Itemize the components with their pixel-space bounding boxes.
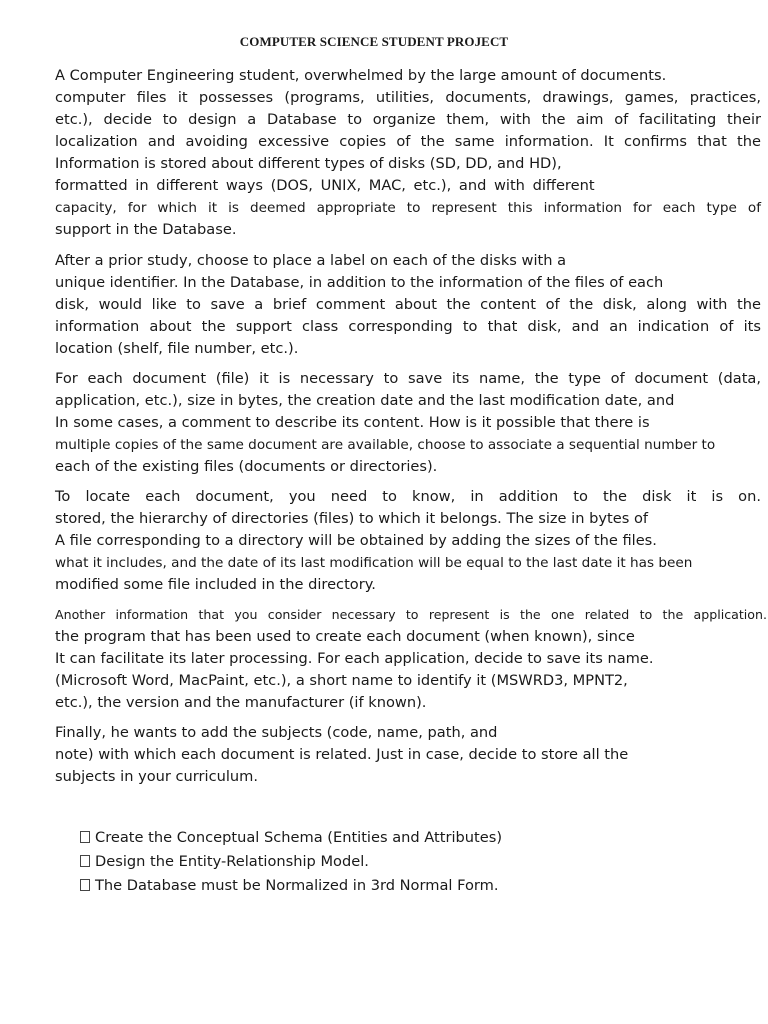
list-item <box>80 826 502 850</box>
text-line: unique identifier. In the Database, in addition to the information of the files of each <box>55 274 664 291</box>
text-line: information about the support class corresponding to that disk, and an indication of its <box>55 318 761 335</box>
text-line: A Computer Engineering student, overwhelmed by the large amount of documents. <box>55 67 667 84</box>
text-line: application, etc.), size in bytes, the creation date and the last modification date, and <box>55 392 675 409</box>
paragraph-disks <box>55 65 761 241</box>
paragraph-documents <box>55 368 761 478</box>
paragraph-directories <box>55 486 761 596</box>
text-line: Another information that you consider necessary to represent is the one related to the application. <box>55 607 767 622</box>
list-item <box>80 874 502 898</box>
text-line: formatted in different ways (DOS, UNIX, MAC, etc.), and with different <box>55 177 595 194</box>
task-text: Create the Conceptual Schema (Entities and Attributes) <box>95 829 503 846</box>
text-line: note) with which each document is related. Just in case, decide to store all the <box>55 746 629 763</box>
paragraph-labels <box>55 250 761 360</box>
text-line: support in the Database. <box>55 221 237 238</box>
text-line: the program that has been used to create each document (when known), since <box>55 628 635 645</box>
text-line: It can facilitate its later processing. For each application, decide to save its name. <box>55 650 654 667</box>
paragraph-applications <box>55 604 767 714</box>
text-line: computer files it possesses (programs, utilities, documents, drawings, games, practices, <box>55 89 761 106</box>
text-line: disk, would like to save a brief comment about the content of the disk, along with the <box>55 296 761 313</box>
checkbox-icon <box>80 879 90 891</box>
text-line: each of the existing files (documents or directories). <box>55 458 438 475</box>
list-item <box>80 850 502 874</box>
text-line: location (shelf, file number, etc.). <box>55 340 299 357</box>
document-title: COMPUTER SCIENCE STUDENT PROJECT <box>239 34 509 49</box>
text-line: etc.), decide to design a Database to organize them, with the aim of facilitating their <box>55 111 761 128</box>
text-line: In some cases, a comment to describe its content. How is it possible that there is <box>55 414 650 431</box>
text-line: For each document (file) it is necessary to save its name, the type of document (data, <box>55 370 761 387</box>
text-line: subjects in your curriculum. <box>55 768 259 785</box>
text-line: multiple copies of the same document are available, choose to associate a sequential number to <box>55 437 716 453</box>
text-line: etc.), the version and the manufacturer (if known). <box>55 694 427 711</box>
text-line: capacity, for which it is deemed appropriate to represent this information for each type of <box>55 200 761 216</box>
text-line: A file corresponding to a directory will be obtained by adding the sizes of the files. <box>55 532 657 549</box>
checkbox-icon <box>80 855 90 867</box>
text-line: (Microsoft Word, MacPaint, etc.), a short name to identify it (MSWRD3, MPNT2, <box>55 672 628 689</box>
text-line: localization and avoiding excessive copies of the same information. It confirms that the <box>55 133 761 150</box>
task-list <box>80 826 502 898</box>
checkbox-icon <box>80 831 90 843</box>
task-text: Design the Entity-Relationship Model. <box>95 853 369 870</box>
text-line: To locate each document, you need to know, in addition to the disk it is on. <box>55 488 761 505</box>
text-line: modified some file included in the directory. <box>55 576 376 593</box>
text-line: Information is stored about different types of disks (SD, DD, and HD), <box>55 155 562 172</box>
text-line: Finally, he wants to add the subjects (code, name, path, and <box>55 724 498 741</box>
paragraph-subjects <box>55 722 761 788</box>
task-text: The Database must be Normalized in 3rd Normal Form. <box>95 877 499 894</box>
text-line: what it includes, and the date of its last modification will be equal to the last date it has been <box>55 555 693 571</box>
text-line: stored, the hierarchy of directories (files) to which it belongs. The size in bytes of <box>55 510 649 527</box>
text-line: After a prior study, choose to place a label on each of the disks with a <box>55 252 567 269</box>
